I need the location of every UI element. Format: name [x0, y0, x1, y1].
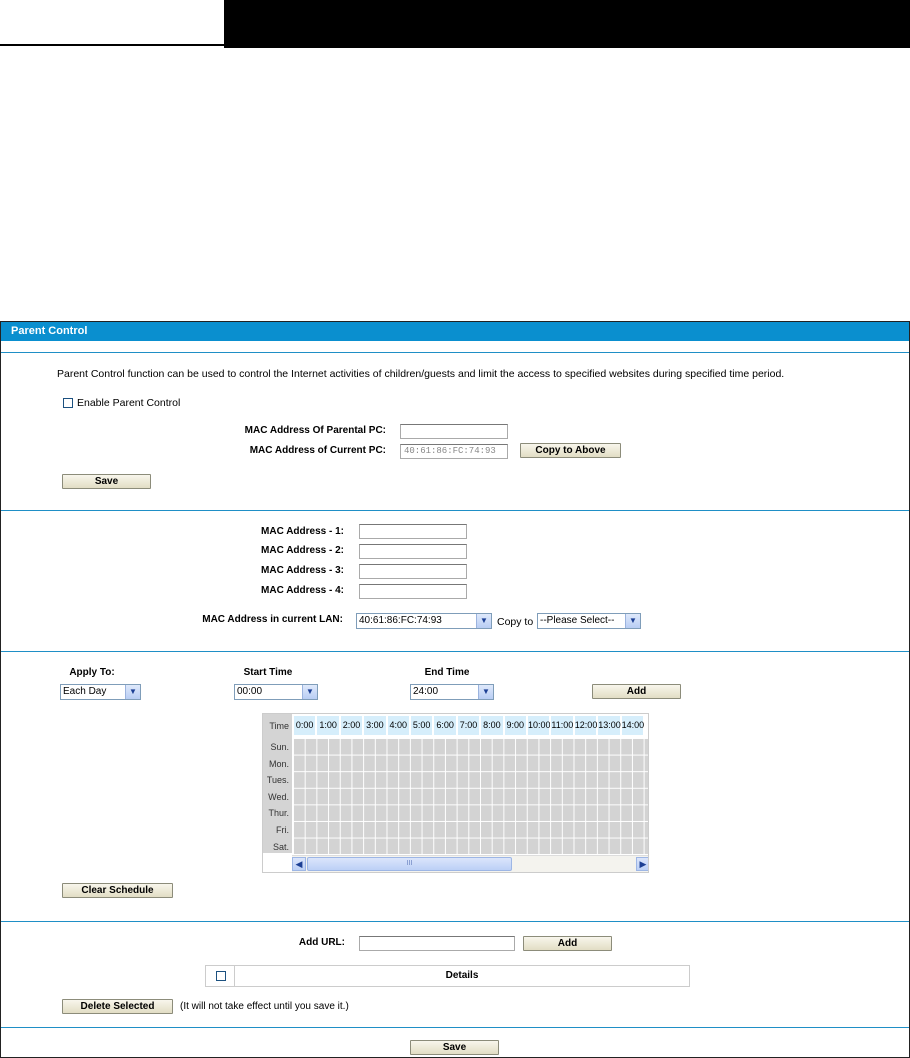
enable-parent-control-label: Enable Parent Control [77, 397, 181, 409]
mac-2-label: MAC Address - 2: [261, 545, 344, 556]
parental-mac-label: MAC Address Of Parental PC: [244, 425, 386, 436]
description-text: Parent Control function can be used to control the Internet activities of children/guests and limit the access to specified websites during specified time period. [57, 368, 785, 380]
hour-cell: 10:00 [527, 715, 550, 736]
header-left-area [0, 0, 224, 46]
divider [1, 1027, 909, 1028]
header-black-band [224, 0, 910, 48]
hour-cell: 0:00 [293, 715, 316, 736]
lan-mac-select-value: 40:61:86:FC:74:93 [359, 615, 442, 626]
copy-to-above-button[interactable]: Copy to Above [520, 443, 621, 458]
divider [1, 921, 909, 922]
apply-to-select-value: Each Day [63, 686, 107, 697]
day-label: Sun. [270, 742, 289, 752]
panel-title: Parent Control [1, 322, 909, 341]
details-header: Details [445, 970, 479, 981]
hour-cell: 3:00 [363, 715, 386, 736]
apply-to-select[interactable] [60, 684, 141, 700]
hour-cell: 8:00 [480, 715, 503, 736]
hour-cell: 5:00 [410, 715, 433, 736]
delete-note: (It will not take effect until you save it.) [180, 1001, 349, 1012]
chevron-down-icon: ▼ [478, 685, 493, 699]
divider [1, 352, 909, 353]
start-time-label: Start Time [243, 667, 293, 678]
start-time-select[interactable] [234, 684, 318, 700]
day-label: Sat. [272, 841, 289, 852]
start-time-select-value: 00:00 [237, 686, 263, 697]
horizontal-scrollbar[interactable] [292, 855, 649, 872]
mac-1-input[interactable] [359, 524, 467, 539]
enable-parent-control-checkbox[interactable] [63, 398, 73, 408]
hour-cell: 4:00 [387, 715, 410, 736]
add-url-input[interactable] [359, 936, 515, 951]
day-label: Thur. [268, 808, 289, 819]
schedule-grid[interactable] [293, 738, 649, 854]
mac-2-input[interactable] [359, 544, 467, 559]
chevron-down-icon: ▼ [125, 685, 140, 699]
add-schedule-button[interactable]: Add [592, 684, 681, 699]
day-label: Mon. [268, 758, 289, 769]
add-url-label: Add URL: [298, 937, 345, 948]
scroll-thumb[interactable]: III [307, 857, 512, 871]
chevron-down-icon: ▼ [625, 614, 640, 628]
url-table [205, 965, 690, 987]
hour-cell: 1:00 [316, 715, 339, 736]
hour-cell: 7:00 [457, 715, 480, 736]
copy-to-select[interactable] [537, 613, 641, 629]
hour-cell: 13:00 [597, 715, 620, 736]
add-url-button[interactable]: Add [523, 936, 612, 951]
lan-mac-select[interactable] [356, 613, 492, 629]
delete-selected-button[interactable]: Delete Selected [62, 999, 173, 1014]
schedule-table [262, 713, 649, 873]
hour-cell: 14:00 [621, 715, 644, 736]
mac-4-label: MAC Address - 4: [261, 585, 344, 596]
end-time-select-value: 24:00 [413, 686, 439, 697]
day-label: Tues. [266, 775, 289, 786]
time-header: Time [269, 721, 289, 731]
parental-mac-input[interactable] [400, 424, 508, 439]
save-button[interactable]: Save [410, 1040, 499, 1055]
day-label: Wed. [268, 791, 289, 802]
current-mac-label: MAC Address of Current PC: [249, 445, 386, 456]
current-mac-input: 40:61:86:FC:74:93 [400, 444, 508, 459]
hour-cell: 9:00 [504, 715, 527, 736]
save-parental-button[interactable]: Save [62, 474, 151, 489]
hour-cell: 11:00 [550, 715, 573, 736]
mac-1-label: MAC Address - 1: [261, 526, 344, 537]
hour-cell: 6:00 [433, 715, 456, 736]
select-all-checkbox[interactable] [216, 971, 226, 981]
scroll-left-icon[interactable]: ◀ [292, 857, 306, 871]
chevron-down-icon: ▼ [302, 685, 317, 699]
end-time-label: End Time [424, 667, 470, 678]
copy-to-select-value: --Please Select-- [540, 615, 615, 626]
divider [1, 510, 909, 511]
parent-control-panel [0, 321, 910, 1058]
scroll-right-icon[interactable]: ▶ [636, 857, 649, 871]
copy-to-label: Copy to [497, 616, 534, 628]
hour-cell: 2:00 [340, 715, 363, 736]
apply-to-label: Apply To: [69, 667, 115, 678]
chevron-down-icon: ▼ [476, 614, 491, 628]
clear-schedule-button[interactable]: Clear Schedule [62, 883, 173, 898]
end-time-select[interactable] [410, 684, 494, 700]
mac-3-input[interactable] [359, 564, 467, 579]
divider [1, 651, 909, 652]
lan-mac-label: MAC Address in current LAN: [202, 614, 343, 625]
mac-3-label: MAC Address - 3: [261, 565, 344, 576]
mac-4-input[interactable] [359, 584, 467, 599]
day-label: Fri. [276, 825, 289, 835]
hour-cell: 12:00 [574, 715, 597, 736]
